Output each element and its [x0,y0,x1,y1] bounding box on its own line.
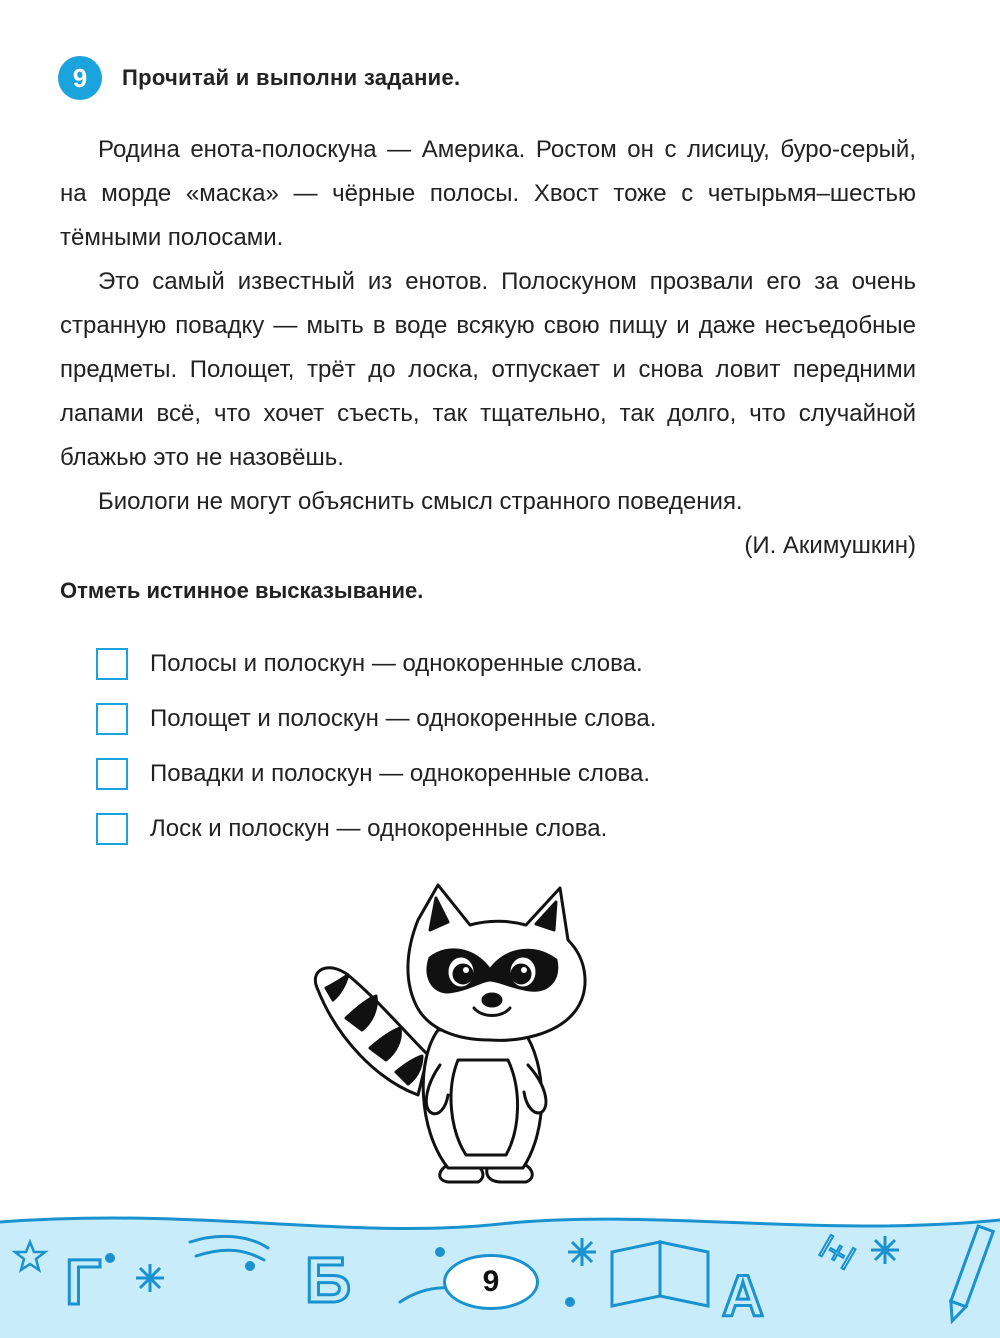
page-footer [0,1212,1000,1338]
answer-option [96,756,656,792]
answer-options [96,646,656,866]
question-prompt: Отметь истинное высказывание. [60,578,424,603]
decor-letter: Б [305,1244,351,1316]
snowflake-icon [568,1238,596,1266]
decor-letter: А [722,1264,764,1329]
option-label: Полощет и полоскун — однокоренные слова. [150,705,657,732]
option-label: Полосы и полоскун — однокоренные слова. [150,650,643,677]
task-number-badge: 9 [58,56,102,100]
text-paragraph-1: Родина енота-полоскуна — Америка. Ростом он с лисицу, буро-серый, на морде «маска» — чёрные полосы. Хвост тоже с четырьмя–шестью тёмными полосами. [60,136,916,251]
option-checkbox[interactable] [96,813,128,845]
reading-text [60,128,916,568]
answer-option [96,646,656,682]
snowflake-icon [136,1264,164,1292]
answer-option [96,701,656,737]
option-checkbox[interactable] [96,648,128,680]
text-paragraph-3: Биологи не могут объяснить смысл странного поведения. [98,488,743,515]
task-instruction: Прочитай и выполни задание. [122,65,461,90]
text-paragraph-2: Это самый известный из енотов. Полоскуном прозвали его за очень странную повадку — мыть в воде всякую свою пищу и даже несъедобные предметы. Полощет, трёт до лоска, отпускает и снова ловит передними лапами всё, что хочет съесть, так тщательно, так долго, что случайной блажью это не назовёшь. [60,268,916,471]
text-author: (И. Акимушкин) [744,532,916,559]
task-header [58,56,460,100]
option-checkbox[interactable] [96,758,128,790]
option-checkbox[interactable] [96,703,128,735]
raccoon-illustration [298,880,608,1190]
book-icon [612,1242,708,1306]
decor-letter: Г [65,1246,102,1318]
snowflake-icon [871,1236,899,1264]
page-number: 9 [443,1254,539,1310]
option-label: Лоск и полоскун — однокоренные слова. [150,815,608,842]
answer-option [96,811,656,847]
option-label: Повадки и полоскун — однокоренные слова. [150,760,651,787]
svg-text:l+l: l+l [813,1228,861,1277]
